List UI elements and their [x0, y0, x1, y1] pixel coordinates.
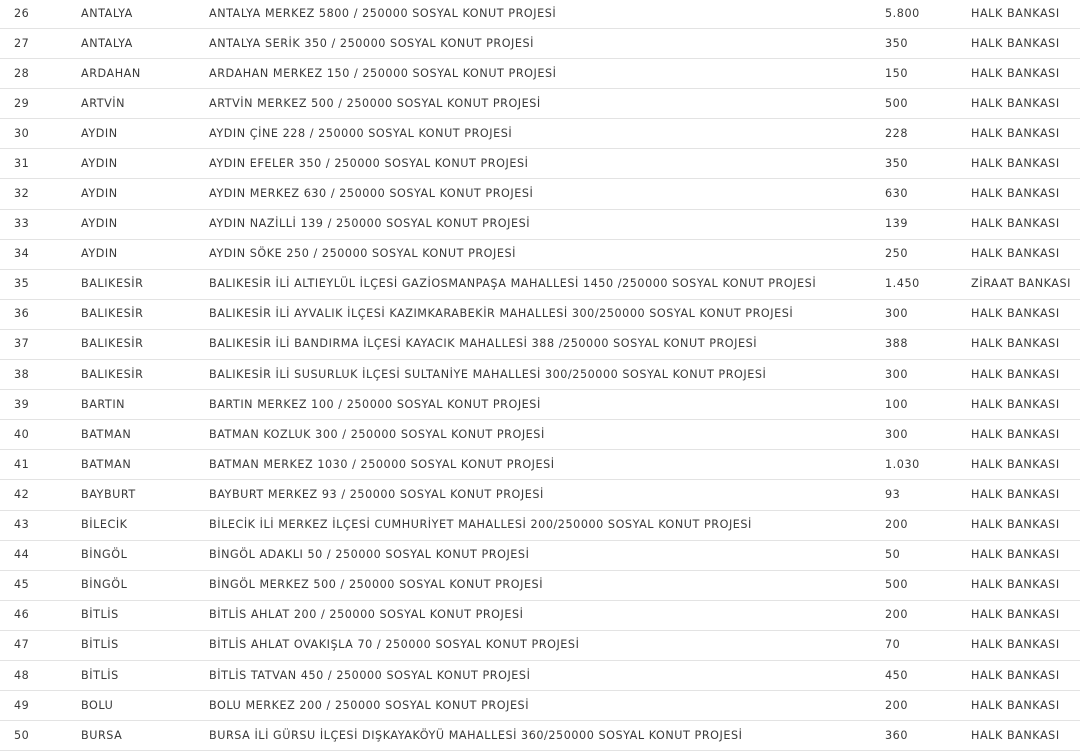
- row-project-name: AYDIN EFELER 350 / 250000 SOSYAL KONUT PROJESİ: [209, 156, 529, 170]
- row-number: 45: [14, 578, 30, 592]
- row-unit-count: 1.030: [885, 457, 920, 471]
- table-row: [0, 0, 1080, 29]
- row-bank: HALK BANKASI: [971, 66, 1060, 80]
- row-bank: HALK BANKASI: [971, 217, 1060, 231]
- row-number: 34: [14, 247, 30, 261]
- table-row: [0, 89, 1080, 119]
- row-number: 32: [14, 187, 30, 201]
- row-bank: HALK BANKASI: [971, 367, 1060, 381]
- table-row: [0, 270, 1080, 300]
- table-row: [0, 330, 1080, 360]
- row-project-name: ANTALYA MERKEZ 5800 / 250000 SOSYAL KONUT PROJESİ: [209, 7, 557, 20]
- row-project-name: BİTLİS AHLAT 200 / 250000 SOSYAL KONUT PROJESİ: [209, 608, 524, 622]
- row-project-name: BİNGÖL ADAKLI 50 / 250000 SOSYAL KONUT PROJESİ: [209, 548, 530, 562]
- row-city: BİLECİK: [81, 518, 128, 532]
- table-row: [0, 210, 1080, 240]
- row-project-name: BURSA İLİ GÜRSU İLÇESİ DIŞKAYAKÖYÜ MAHALLESİ 360/250000 SOSYAL KONUT PROJESİ: [209, 728, 743, 742]
- row-project-name: BİTLİS AHLAT OVAKIŞLA 70 / 250000 SOSYAL KONUT PROJESİ: [209, 638, 580, 652]
- row-project-name: BATMAN KOZLUK 300 / 250000 SOSYAL KONUT PROJESİ: [209, 427, 545, 441]
- row-unit-count: 5.800: [885, 7, 920, 20]
- row-project-name: AYDIN NAZİLLİ 139 / 250000 SOSYAL KONUT PROJESİ: [209, 217, 531, 231]
- table-row: [0, 119, 1080, 149]
- row-number: 43: [14, 518, 30, 532]
- row-project-name: BOLU MERKEZ 200 / 250000 SOSYAL KONUT PROJESİ: [209, 698, 530, 712]
- row-unit-count: 500: [885, 96, 909, 110]
- row-unit-count: 350: [885, 156, 909, 170]
- row-unit-count: 228: [885, 126, 909, 140]
- row-city: AYDIN: [81, 247, 118, 261]
- row-unit-count: 300: [885, 427, 909, 441]
- row-project-name: BAYBURT MERKEZ 93 / 250000 SOSYAL KONUT PROJESİ: [209, 487, 544, 501]
- table-row: [0, 480, 1080, 510]
- row-city: BURSA: [81, 728, 123, 742]
- row-unit-count: 50: [885, 548, 901, 562]
- row-city: ARDAHAN: [81, 66, 141, 80]
- row-city: BOLU: [81, 698, 114, 712]
- row-city: BALIKESİR: [81, 337, 144, 351]
- row-bank: HALK BANKASI: [971, 427, 1060, 441]
- row-unit-count: 200: [885, 698, 909, 712]
- row-bank: HALK BANKASI: [971, 728, 1060, 742]
- table-row: [0, 149, 1080, 179]
- row-project-name: ARDAHAN MERKEZ 150 / 250000 SOSYAL KONUT PROJESİ: [209, 66, 557, 80]
- row-project-name: BALIKESİR İLİ AYVALIK İLÇESİ KAZIMKARABEKİR MAHALLESİ 300/250000 SOSYAL KONUT PROJESİ: [209, 307, 794, 321]
- row-number: 27: [14, 36, 30, 50]
- row-number: 46: [14, 608, 30, 622]
- row-number: 37: [14, 337, 30, 351]
- row-city: ANTALYA: [81, 7, 133, 20]
- row-city: ANTALYA: [81, 36, 133, 50]
- row-bank: HALK BANKASI: [971, 608, 1060, 622]
- table-row: [0, 571, 1080, 601]
- row-number: 30: [14, 126, 30, 140]
- row-number: 39: [14, 397, 30, 411]
- row-bank: HALK BANKASI: [971, 548, 1060, 562]
- row-number: 48: [14, 668, 30, 682]
- row-city: BALIKESİR: [81, 307, 144, 321]
- row-city: BATMAN: [81, 427, 132, 441]
- row-project-name: BARTIN MERKEZ 100 / 250000 SOSYAL KONUT PROJESİ: [209, 397, 541, 411]
- row-city: BİNGÖL: [81, 578, 128, 592]
- row-bank: HALK BANKASI: [971, 337, 1060, 351]
- row-bank: HALK BANKASI: [971, 307, 1060, 321]
- row-project-name: BALIKESİR İLİ SUSURLUK İLÇESİ SULTANİYE MAHALLESİ 300/250000 SOSYAL KONUT PROJESİ: [209, 367, 767, 381]
- table-row: [0, 691, 1080, 721]
- row-project-name: ANTALYA SERİK 350 / 250000 SOSYAL KONUT PROJESİ: [209, 36, 535, 50]
- row-number: 44: [14, 548, 30, 562]
- row-number: 40: [14, 427, 30, 441]
- table-row: [0, 721, 1080, 751]
- table-row: [0, 59, 1080, 89]
- row-number: 36: [14, 307, 30, 321]
- table-row: [0, 631, 1080, 661]
- row-bank: HALK BANKASI: [971, 247, 1060, 261]
- table-row: [0, 360, 1080, 390]
- row-unit-count: 200: [885, 608, 909, 622]
- row-city: ARTVİN: [81, 96, 126, 110]
- row-city: BATMAN: [81, 457, 132, 471]
- row-bank: HALK BANKASI: [971, 487, 1060, 501]
- row-bank: HALK BANKASI: [971, 126, 1060, 140]
- row-bank: HALK BANKASI: [971, 156, 1060, 170]
- row-unit-count: 450: [885, 668, 909, 682]
- row-unit-count: 630: [885, 187, 909, 201]
- row-bank: HALK BANKASI: [971, 518, 1060, 532]
- row-number: 29: [14, 96, 30, 110]
- table-row: [0, 29, 1080, 59]
- row-city: AYDIN: [81, 217, 118, 231]
- row-city: AYDIN: [81, 156, 118, 170]
- row-number: 41: [14, 457, 30, 471]
- table-row: [0, 511, 1080, 541]
- table-row: [0, 420, 1080, 450]
- row-number: 26: [14, 7, 30, 20]
- table-row: [0, 661, 1080, 691]
- row-project-name: BİLECİK İLİ MERKEZ İLÇESİ CUMHURİYET MAHALLESİ 200/250000 SOSYAL KONUT PROJESİ: [209, 518, 752, 532]
- row-unit-count: 150: [885, 66, 909, 80]
- table-row: [0, 390, 1080, 420]
- row-unit-count: 139: [885, 217, 909, 231]
- row-number: 42: [14, 487, 30, 501]
- row-number: 31: [14, 156, 30, 170]
- row-unit-count: 388: [885, 337, 909, 351]
- row-project-name: AYDIN SÖKE 250 / 250000 SOSYAL KONUT PROJESİ: [209, 247, 517, 261]
- table-row: [0, 300, 1080, 330]
- row-unit-count: 300: [885, 307, 909, 321]
- row-city: BİTLİS: [81, 668, 119, 682]
- row-unit-count: 1.450: [885, 277, 920, 291]
- row-unit-count: 350: [885, 36, 909, 50]
- table-row: [0, 601, 1080, 631]
- row-bank: HALK BANKASI: [971, 698, 1060, 712]
- row-city: BAYBURT: [81, 487, 136, 501]
- row-city: AYDIN: [81, 126, 118, 140]
- row-city: BALIKESİR: [81, 367, 144, 381]
- row-number: 49: [14, 698, 30, 712]
- table-row: [0, 179, 1080, 209]
- row-city: AYDIN: [81, 187, 118, 201]
- row-number: 50: [14, 728, 30, 742]
- row-city: BARTIN: [81, 397, 126, 411]
- row-number: 28: [14, 66, 30, 80]
- row-unit-count: 200: [885, 518, 909, 532]
- row-city: BİTLİS: [81, 608, 119, 622]
- row-bank: HALK BANKASI: [971, 578, 1060, 592]
- row-unit-count: 360: [885, 728, 909, 742]
- table-row: [0, 450, 1080, 480]
- row-bank: HALK BANKASI: [971, 187, 1060, 201]
- row-bank: ZİRAAT BANKASI: [971, 277, 1072, 291]
- row-number: 35: [14, 277, 30, 291]
- row-number: 47: [14, 638, 30, 652]
- row-city: BİTLİS: [81, 638, 119, 652]
- row-unit-count: 100: [885, 397, 909, 411]
- row-bank: HALK BANKASI: [971, 397, 1060, 411]
- row-unit-count: 250: [885, 247, 909, 261]
- row-number: 38: [14, 367, 30, 381]
- table-row: [0, 240, 1080, 270]
- row-bank: HALK BANKASI: [971, 7, 1060, 20]
- row-project-name: BALIKESİR İLİ BANDIRMA İLÇESİ KAYACIK MAHALLESİ 388 /250000 SOSYAL KONUT PROJESİ: [209, 337, 758, 351]
- row-bank: HALK BANKASI: [971, 668, 1060, 682]
- row-city: BALIKESİR: [81, 277, 144, 291]
- row-bank: HALK BANKASI: [971, 638, 1060, 652]
- row-project-name: BATMAN MERKEZ 1030 / 250000 SOSYAL KONUT PROJESİ: [209, 457, 555, 471]
- row-project-name: BİTLİS TATVAN 450 / 250000 SOSYAL KONUT PROJESİ: [209, 668, 531, 682]
- table-row: [0, 541, 1080, 571]
- row-project-name: AYDIN ÇİNE 228 / 250000 SOSYAL KONUT PROJESİ: [209, 126, 513, 140]
- row-project-name: BİNGÖL MERKEZ 500 / 250000 SOSYAL KONUT PROJESİ: [209, 578, 544, 592]
- row-city: BİNGÖL: [81, 548, 128, 562]
- row-bank: HALK BANKASI: [971, 36, 1060, 50]
- row-project-name: AYDIN MERKEZ 630 / 250000 SOSYAL KONUT PROJESİ: [209, 187, 534, 201]
- row-unit-count: 300: [885, 367, 909, 381]
- row-unit-count: 500: [885, 578, 909, 592]
- row-bank: HALK BANKASI: [971, 457, 1060, 471]
- row-number: 33: [14, 217, 30, 231]
- row-unit-count: 93: [885, 487, 901, 501]
- row-bank: HALK BANKASI: [971, 96, 1060, 110]
- row-project-name: ARTVİN MERKEZ 500 / 250000 SOSYAL KONUT PROJESİ: [209, 96, 541, 110]
- row-project-name: BALIKESİR İLİ ALTIEYLÜL İLÇESİ GAZİOSMANPAŞA MAHALLESİ 1450 /250000 SOSYAL KONUT PROJESİ: [209, 277, 817, 291]
- row-unit-count: 70: [885, 638, 901, 652]
